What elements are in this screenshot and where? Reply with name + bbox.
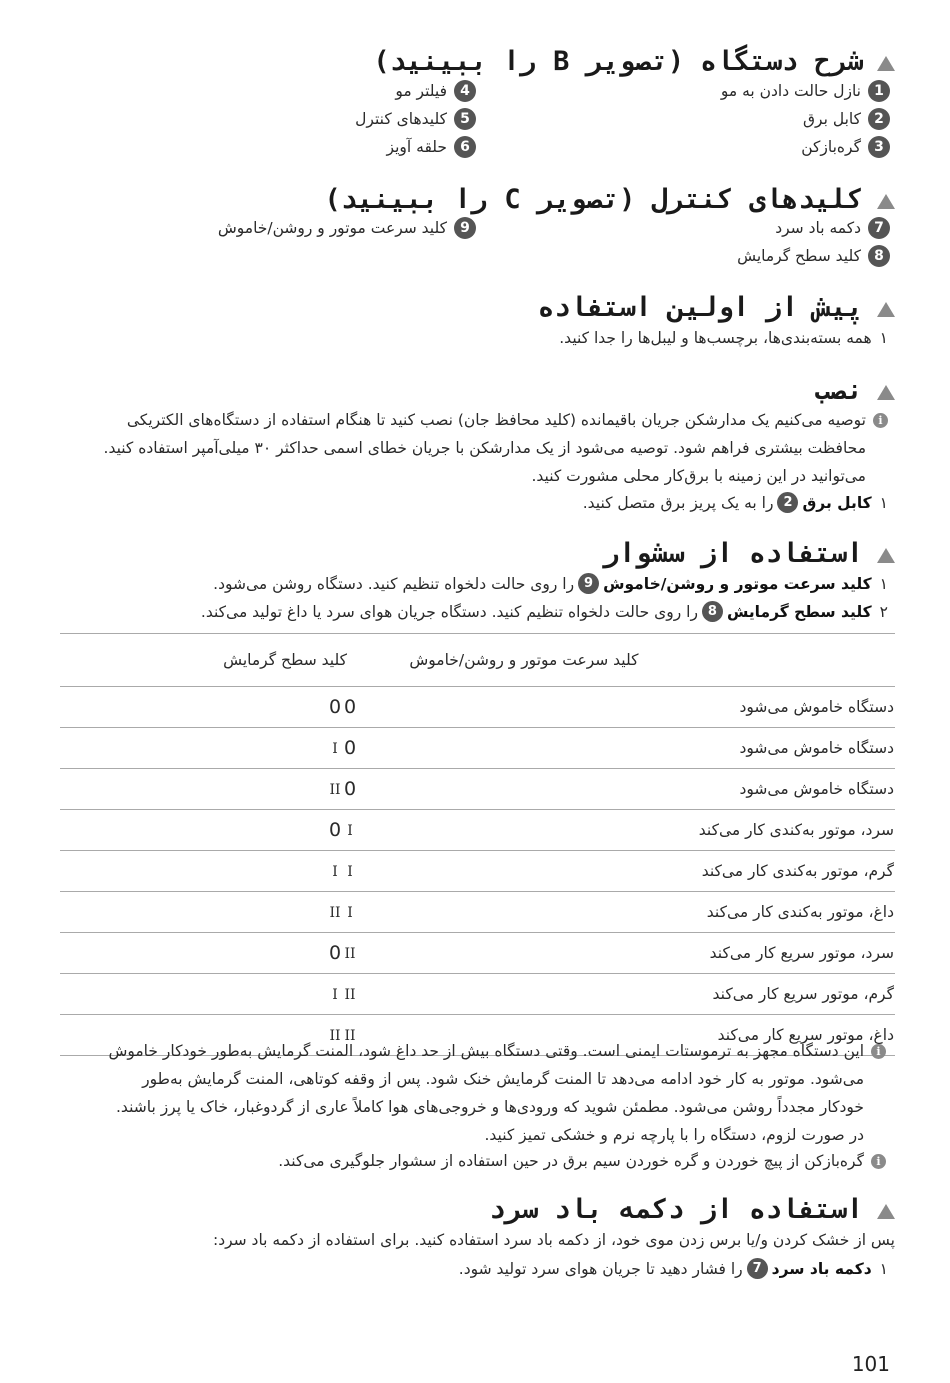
speed-value: I <box>343 851 619 892</box>
mode-table <box>60 633 895 1056</box>
heat-value: 0 <box>60 933 343 974</box>
part-item: 3 گره‌بازکن <box>801 136 892 158</box>
triangle-icon <box>877 194 895 209</box>
mode-label: دستگاه خاموش می‌شود <box>619 687 896 728</box>
cold-shot-intro: پس از خشک کردن و/یا برس زدن موی خود، از دکمه باد سرد استفاده کنید. برای استفاده از دکمه باد سرد: <box>212 1231 895 1249</box>
header-empty <box>619 634 896 687</box>
heat-value: I <box>60 851 343 892</box>
detangler-note: i گره‌بازکن از پیچ خوردن و گره خوردن سیم برق در حین استفاده از سشوار جلوگیری می‌کند. <box>278 1147 864 1175</box>
number-badge: 3 <box>868 136 890 158</box>
mode-label: داغ، موتور به‌کندی کار می‌کند <box>619 892 896 933</box>
control-item: 8 کلید سطح گرمایش <box>737 245 892 267</box>
header-heat: کلید سطح گرمایش <box>60 634 343 687</box>
number-badge: 2 <box>868 108 890 130</box>
part-item: 5 کلیدهای کنترل <box>355 108 478 130</box>
step-item: ۱ دکمه باد سرد 7 را فشار دهید تا جریان هوای سرد تولید شود. <box>458 1259 888 1278</box>
section-title-cold-shot: استفاده از دکمه باد سرد <box>489 1194 895 1225</box>
triangle-icon <box>877 56 895 71</box>
number-badge: 5 <box>454 108 476 130</box>
table-row <box>60 728 895 769</box>
triangle-icon <box>877 385 895 400</box>
table-row <box>60 810 895 851</box>
number-badge: 7 <box>868 217 890 239</box>
number-badge: 9 <box>454 217 476 239</box>
table-row <box>60 974 895 1015</box>
speed-value: II <box>343 1015 619 1056</box>
step-item: ۱ کلید سرعت موتور و روشن/خاموش 9 را روی حالت دلخواه تنظیم کنید. دستگاه روشن می‌شود. <box>213 574 888 593</box>
page-number: 101 <box>851 1352 890 1376</box>
info-icon: i <box>871 1044 886 1059</box>
number-badge: 1 <box>868 80 890 102</box>
speed-value: I <box>343 810 619 851</box>
speed-value: II <box>343 933 619 974</box>
number-badge: 6 <box>454 136 476 158</box>
speed-value: I <box>343 892 619 933</box>
number-badge: 8 <box>868 245 890 267</box>
table-row <box>60 687 895 728</box>
part-item: 1 نازل حالت دادن به مو <box>721 80 892 102</box>
part-item: 6 حلقه آویز <box>387 136 478 158</box>
number-badge: 9 <box>578 573 599 594</box>
number-badge: 4 <box>454 80 476 102</box>
heat-value: 0 <box>60 810 343 851</box>
table-row <box>60 851 895 892</box>
number-badge: 8 <box>702 601 723 622</box>
heat-value: II <box>60 769 343 810</box>
section-title-use: استفاده از سشوار <box>603 538 895 569</box>
mode-label: دستگاه خاموش می‌شود <box>619 728 896 769</box>
heat-value: II <box>60 892 343 933</box>
mode-label: گرم، موتور به‌کندی کار می‌کند <box>619 851 896 892</box>
table-header-row <box>60 634 895 687</box>
heat-value: II <box>60 1015 343 1056</box>
mode-label: سرد، موتور سریع کار می‌کند <box>619 933 896 974</box>
heat-value: 0 <box>60 687 343 728</box>
table-row <box>60 769 895 810</box>
table-row <box>60 892 895 933</box>
control-item: 9 کلید سرعت موتور و روشن/خاموش <box>218 217 478 239</box>
control-item: 7 دکمه باد سرد <box>775 217 892 239</box>
speed-value: 0 <box>343 728 619 769</box>
install-note: i توصیه می‌کنیم یک مدارشکن جریان باقیمانده (کلید محافظ جان) نصب کنید تا هنگام استفاده از دستگاه‌های الکتریکی محافظت بیشتری فراهم شود. توصیه می‌شود از یک مدارشکن با جریان خطای اسمی حداکثر ۳۰ میلی‌آمپر استفاده کنید. می‌توانید در این زمینه با برق‌کار محلی مشورت کنید. <box>104 406 866 490</box>
part-item: 2 کابل برق <box>803 108 892 130</box>
section-title-before-use: پیش از اولین استفاده <box>538 292 895 323</box>
mode-label: گرم، موتور سریع کار می‌کند <box>619 974 896 1015</box>
speed-value: 0 <box>343 687 619 728</box>
section-title-install: نصب <box>814 375 895 406</box>
number-badge: 2 <box>777 492 798 513</box>
speed-value: II <box>343 974 619 1015</box>
step-item: ۱ کابل برق 2 را به یک پریز برق متصل کنید. <box>582 493 888 512</box>
mode-label: سرد، موتور به‌کندی کار می‌کند <box>619 810 896 851</box>
section-title-controls: کلیدهای کنترل (تصویر C را ببینید) <box>325 184 895 215</box>
step-item: ۲ کلید سطح گرمایش 8 را روی حالت دلخواه تنظیم کنید. دستگاه جریان هوای سرد یا داغ تولید می‌کند. <box>200 602 888 621</box>
info-icon: i <box>871 1154 886 1169</box>
step-item: ۱ همه بسته‌بندی‌ها، برچسب‌ها و لیبل‌ها را جدا کنید. <box>559 329 888 347</box>
heat-value: I <box>60 974 343 1015</box>
section-title-description: شرح دستگاه (تصویر B را ببینید) <box>373 46 895 77</box>
triangle-icon <box>877 1204 895 1219</box>
part-item: 4 فیلتر مو <box>395 80 478 102</box>
triangle-icon <box>877 548 895 563</box>
table-row <box>60 933 895 974</box>
triangle-icon <box>877 302 895 317</box>
heat-value: I <box>60 728 343 769</box>
number-badge: 7 <box>747 1258 768 1279</box>
mode-label: داغ، موتور سریع کار می‌کند <box>619 1015 896 1056</box>
header-speed: کلید سرعت موتور و روشن/خاموش <box>343 634 619 687</box>
thermostat-note: i این دستگاه مجهز به ترموستات ایمنی است. وقتی دستگاه بیش از حد داغ شود، المنت گرمایش به‌طور خودکار خاموش می‌شود. موتور به کار خود ادامه می‌دهد تا المنت گرمایش خنک شود. پس از وقفه کوتاهی، المنت گرمایش به‌طور خودکار مجدداً روشن می‌شود. مطمئن شوید که ورودی‌ها و خروجی‌های هوا کاملاً عاری از گردوغبار، خاک یا پرز باشند. در صورت لزوم، دستگاه را با پارچه نرم و خشکی تمیز کنید. <box>108 1037 864 1149</box>
mode-label: دستگاه خاموش می‌شود <box>619 769 896 810</box>
info-icon: i <box>873 413 888 428</box>
speed-value: 0 <box>343 769 619 810</box>
